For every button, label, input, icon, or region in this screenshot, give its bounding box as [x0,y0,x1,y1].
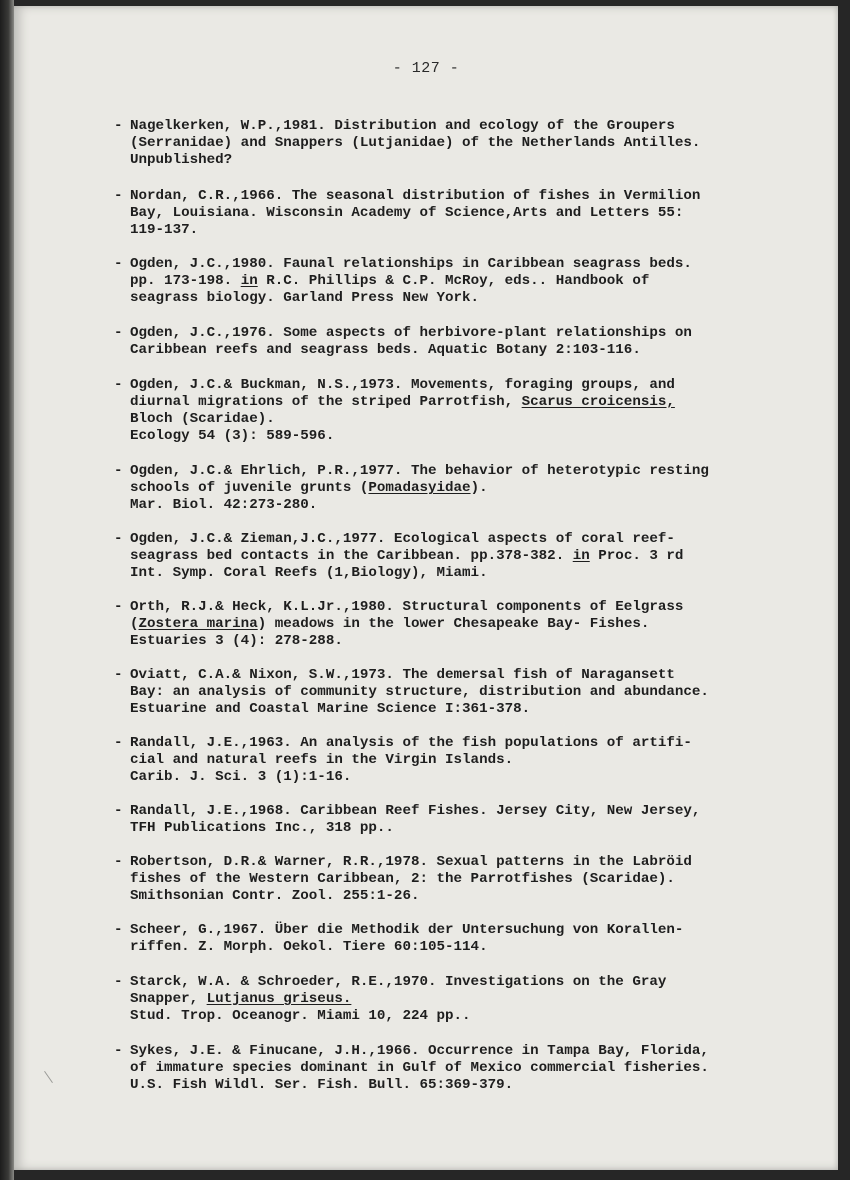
list-dash-marker: - [114,531,123,547]
list-dash-marker: - [114,735,123,751]
reference-text: seagrass bed contacts in the Caribbean. pp.378-382. [130,548,573,564]
reference-entry [114,188,814,239]
reference-text: fishes of the Western Caribbean, 2: the Parrotfishes (Scaridae). [130,871,675,887]
reference-text: Stud. Trop. Oceanogr. Miami 10, 224 pp.. [130,1008,471,1024]
reference-text: Nagelkerken, W.P.,1981. Distribution and ecology of the Groupers [130,118,675,134]
reference-line [130,667,814,684]
reference-text: diurnal migrations of the striped Parrotfish, [130,394,522,410]
reference-text: seagrass biology. Garland Press New York. [130,290,480,306]
reference-text: Randall, J.E.,1963. An analysis of the fish populations of artifi- [130,735,692,751]
reference-text: U.S. Fish Wildl. Ser. Fish. Bull. 65:369-379. [130,1077,514,1093]
reference-text: Nordan, C.R.,1966. The seasonal distribution of fishes in Vermilion [130,188,701,204]
reference-text: Unpublished? [130,152,233,168]
reference-text: riffen. Z. Morph. Oekol. Tiere 60:105-114. [130,939,488,955]
reference-line [130,273,814,290]
reference-text: Ecology 54 (3): 589-596. [130,428,335,444]
reference-line [130,118,814,135]
reference-line [130,394,814,411]
list-dash-marker: - [114,377,123,393]
list-dash-marker: - [114,599,123,615]
reference-text: Ogden, J.C.& Zieman,J.C.,1977. Ecological aspects of coral reef- [130,531,675,547]
reference-line [130,991,814,1008]
reference-line [130,769,814,786]
reference-entry [114,531,814,582]
reference-text: Sykes, J.E. & Finucane, J.H.,1966. Occurrence in Tampa Bay, Florida, [130,1043,709,1059]
reference-line [130,922,814,939]
reference-entry [114,922,814,956]
reference-text: (Serranidae) and Snappers (Lutjanidae) of the Netherlands Antilles. [130,135,701,151]
reference-entry [114,667,814,718]
reference-line [130,854,814,871]
underlined-text: Pomadasyidae [368,480,471,496]
reference-text: Carib. J. Sci. 3 (1):1-16. [130,769,352,785]
reference-text: Smithsonian Contr. Zool. 255:1-26. [130,888,420,904]
reference-line [130,1008,814,1025]
reference-text: Oviatt, C.A.& Nixon, S.W.,1973. The demersal fish of Naragansett [130,667,675,683]
reference-line [130,222,814,239]
reference-entry [114,325,814,359]
reference-line [130,565,814,582]
reference-line [130,428,814,445]
reference-text: R.C. Phillips & C.P. McRoy, eds.. Handbook of [257,273,650,289]
reference-line [130,205,814,222]
reference-entry [114,803,814,837]
reference-text: of immature species dominant in Gulf of Mexico commercial fisheries. [130,1060,709,1076]
underlined-text: Scarus croicensis, [521,394,675,410]
reference-text: 119-137. [130,222,199,238]
reference-text: Bloch (Scaridae). [130,411,275,427]
underlined-text: in [240,273,258,289]
list-dash-marker: - [114,1043,123,1059]
reference-line [130,974,814,991]
list-dash-marker: - [114,974,123,990]
reference-line [130,701,814,718]
list-dash-marker: - [114,854,123,870]
reference-line [130,256,814,273]
list-dash-marker: - [114,463,123,479]
reference-entry [114,599,814,650]
reference-text: cial and natural reefs in the Virgin Islands. [130,752,514,768]
reference-line [130,888,814,905]
list-dash-marker: - [114,256,123,272]
reference-list [114,118,814,1110]
reference-line [130,290,814,307]
reference-entry [114,256,814,307]
reference-text: pp. 173-198. [130,273,241,289]
reference-text: Starck, W.A. & Schroeder, R.E.,1970. Investigations on the Gray [130,974,667,990]
underlined-text: in [572,548,590,564]
reference-line [130,480,814,497]
reference-line [130,939,814,956]
reference-entry [114,1043,814,1094]
reference-text: TFH Publications Inc., 318 pp.. [130,820,394,836]
reference-text: Ogden, J.C.,1976. Some aspects of herbivore-plant relationships on [130,325,692,341]
reference-text: Robertson, D.R.& Warner, R.R.,1978. Sexual patterns in the Labröid [130,854,692,870]
reference-text: Int. Symp. Coral Reefs (1,Biology), Miami. [130,565,488,581]
reference-text: Orth, R.J.& Heck, K.L.Jr.,1980. Structural components of Eelgrass [130,599,684,615]
reference-entry [114,377,814,445]
reference-line [130,135,814,152]
reference-text: Estuaries 3 (4): 278-288. [130,633,343,649]
reference-entry [114,735,814,786]
reference-line [130,1060,814,1077]
list-dash-marker: - [114,922,123,938]
list-dash-marker: - [114,803,123,819]
reference-text: Mar. Biol. 42:273-280. [130,497,318,513]
reference-line [130,1043,814,1060]
reference-text: Bay: an analysis of community structure, distribution and abundance. [130,684,709,700]
reference-entry [114,118,814,169]
reference-entry [114,463,814,514]
reference-text: Caribbean reefs and seagrass beds. Aquatic Botany 2:103-116. [130,342,641,358]
reference-line [130,411,814,428]
reference-text: Bay, Louisiana. Wisconsin Academy of Science,Arts and Letters 55: [130,205,684,221]
reference-line [130,871,814,888]
reference-line [130,342,814,359]
reference-line [130,548,814,565]
underlined-text: Lutjanus griseus. [206,991,352,1007]
reference-line [130,325,814,342]
reference-entry [114,854,814,905]
document-page [14,6,838,1170]
underlined-text: Zostera marina [138,616,258,632]
reference-text: Proc. 3 rd [589,548,684,564]
reference-text: Ogden, J.C.,1980. Faunal relationships in Caribbean seagrass beds. [130,256,692,272]
reference-line [130,752,814,769]
scan-speck [44,1071,53,1083]
reference-text: Scheer, G.,1967. Über die Methodik der Untersuchung von Korallen- [130,922,684,938]
reference-text: schools of juvenile grunts ( [130,480,369,496]
reference-line [130,152,814,169]
list-dash-marker: - [114,118,123,134]
reference-text: Ogden, J.C.& Ehrlich, P.R.,1977. The behavior of heterotypic resting [130,463,709,479]
reference-text: ). [470,480,488,496]
reference-line [130,684,814,701]
page-number: - 127 - [392,60,460,77]
reference-text: Snapper, [130,991,207,1007]
reference-line [130,188,814,205]
reference-text: Randall, J.E.,1968. Caribbean Reef Fishes. Jersey City, New Jersey, [130,803,701,819]
reference-text: Estuarine and Coastal Marine Science I:361-378. [130,701,531,717]
reference-line [130,735,814,752]
reference-line [130,820,814,837]
reference-line [130,803,814,820]
reference-line [130,633,814,650]
reference-line [130,531,814,548]
reference-line [130,497,814,514]
reference-line [130,463,814,480]
reference-line [130,616,814,633]
reference-entry [114,974,814,1025]
list-dash-marker: - [114,188,123,204]
reference-text: ) meadows in the lower Chesapeake Bay- Fishes. [257,616,650,632]
reference-text: ( [130,616,139,632]
reference-line [130,599,814,616]
list-dash-marker: - [114,667,123,683]
reference-text: Ogden, J.C.& Buckman, N.S.,1973. Movements, foraging groups, and [130,377,675,393]
list-dash-marker: - [114,325,123,341]
reference-line [130,1077,814,1094]
reference-line [130,377,814,394]
scan-edge [0,0,14,1180]
